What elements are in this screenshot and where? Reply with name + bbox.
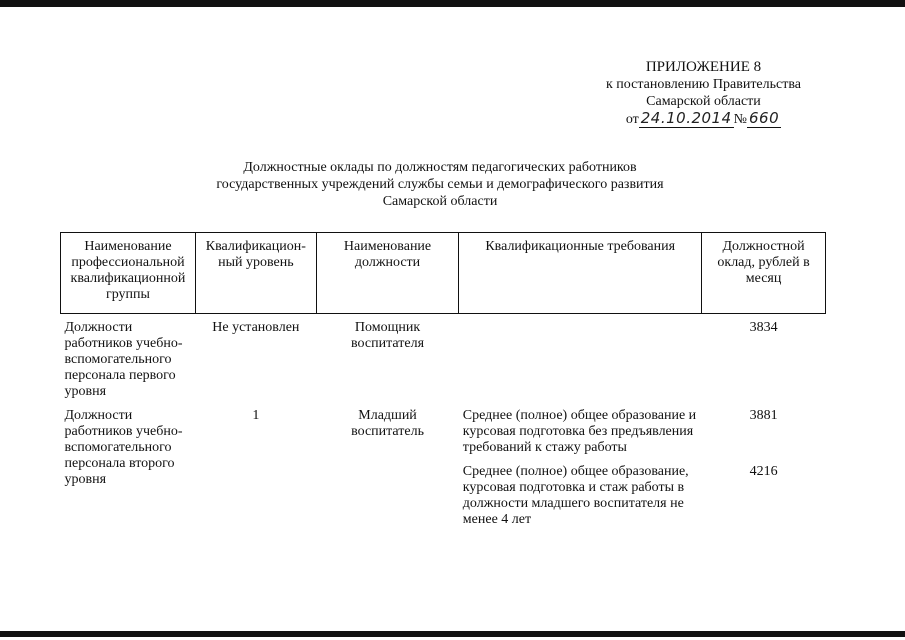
table-header-row [61, 233, 826, 314]
row-level [195, 458, 316, 530]
title-line-3: Самарской области [382, 194, 498, 209]
table-row [61, 402, 826, 458]
handwritten-date: 24.10.2014 [640, 109, 732, 127]
title-line-1: Должностные оклады по должностям педагогических работников [243, 160, 637, 175]
row-salary: 3834 [749, 320, 778, 335]
title-line-2: государственных учреждений службы семьи и демографического развития [216, 177, 664, 192]
row-requirement: Среднее (полное) общее образование и курсовая подготовка без предъявления требований к стажу работы [462, 408, 697, 455]
header-level: Квалификацион-ный уровень [195, 233, 316, 314]
row-level: Не установлен [212, 320, 300, 335]
appendix-title: ПРИЛОЖЕНИЕ 8 [645, 59, 762, 75]
row-salary: 3881 [749, 408, 778, 423]
header-group: Наименование профессиональной квалификационной группы [61, 233, 196, 314]
row-salary: 4216 [749, 464, 778, 479]
header-requirements: Квалификационные требования [459, 233, 702, 314]
appendix-resolution: к постановлению Правительства [605, 77, 801, 92]
row-position: Помощник воспитателя [351, 320, 425, 351]
row-position: Младший воспитатель [351, 408, 424, 439]
number-prefix: № [733, 112, 747, 127]
document-title [150, 159, 730, 210]
row-group: Должности работников учебно-вспомогательного персонала первого уровня [64, 320, 183, 399]
appendix-region: Самарской области [646, 94, 761, 109]
row-level: 1 [252, 408, 260, 423]
table-row [61, 314, 826, 403]
header-position: Наименование должности [316, 233, 459, 314]
salary-table [60, 232, 826, 530]
scan-bottom-edge [0, 631, 905, 637]
header-salary: Должностной оклад, рублей в месяц [702, 233, 826, 314]
row-requirement: Среднее (полное) общее образование, курсовая подготовка и стаж работы в должности младшего воспитателя не менее 4 лет [462, 464, 689, 527]
appendix-header [606, 59, 801, 128]
appendix-date-row [606, 110, 801, 128]
row-position [316, 458, 459, 530]
row-requirement [459, 314, 702, 403]
handwritten-number: 660 [749, 109, 780, 127]
row-group: Должности работников учебно-вспомогательного персонала второго уровня [64, 408, 183, 487]
scan-top-edge [0, 0, 905, 7]
date-prefix: от [625, 112, 639, 127]
